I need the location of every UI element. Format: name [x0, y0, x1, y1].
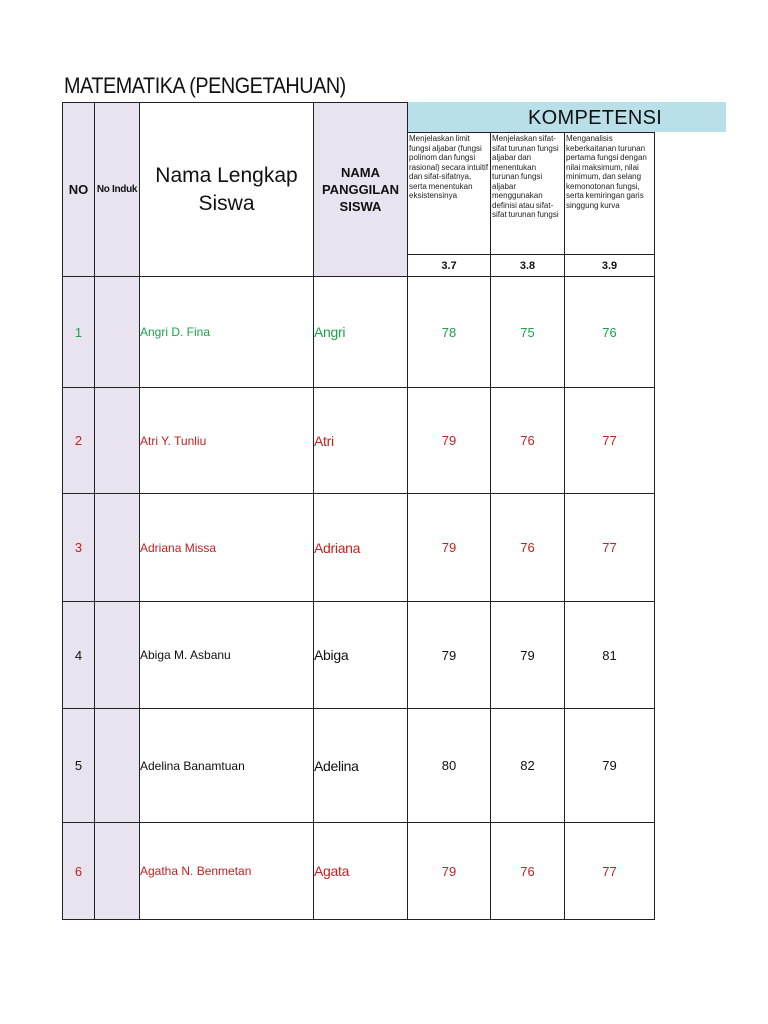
header-nama-panggilan: NAMA PANGGILAN SISWA: [314, 103, 408, 277]
table-row: [63, 494, 655, 602]
score-3-7: 79: [408, 602, 491, 709]
row-number: 4: [63, 602, 95, 709]
row-no-induk: [95, 823, 140, 920]
competency-code: 3.7: [408, 255, 491, 277]
table-row: [63, 709, 655, 823]
score-3-8: 82: [491, 709, 565, 823]
student-full-name: Agatha N. Benmetan: [140, 823, 314, 920]
student-nickname: Adriana: [314, 494, 408, 602]
header-no-induk: No Induk: [95, 103, 140, 277]
score-3-8: 75: [491, 277, 565, 388]
competency-description: Menjelaskan limit fungsi aljabar (fungsi polinom dan fungsi rasional) secara intuitif dan sifat-sifatnya, serta menentukan eksistensinya: [408, 133, 491, 255]
student-nickname: Abiga: [314, 602, 408, 709]
row-number: 1: [63, 277, 95, 388]
student-nickname: Adelina: [314, 709, 408, 823]
score-3-7: 80: [408, 709, 491, 823]
student-full-name: Angri D. Fina: [140, 277, 314, 388]
header-no: NO: [63, 103, 95, 277]
competency-code: 3.8: [491, 255, 565, 277]
grades-table: [62, 102, 655, 920]
score-3-8: 76: [491, 823, 565, 920]
row-number: 6: [63, 823, 95, 920]
row-no-induk: [95, 494, 140, 602]
student-nickname: Agata: [314, 823, 408, 920]
score-3-9: 76: [565, 277, 655, 388]
score-3-9: 81: [565, 602, 655, 709]
score-3-9: 77: [565, 388, 655, 494]
table-row: [63, 388, 655, 494]
score-3-8: 76: [491, 494, 565, 602]
row-no-induk: [95, 277, 140, 388]
score-3-7: 79: [408, 388, 491, 494]
row-no-induk: [95, 388, 140, 494]
score-3-7: 79: [408, 494, 491, 602]
student-full-name: Abiga M. Asbanu: [140, 602, 314, 709]
competency-code: 3.9: [565, 255, 655, 277]
table-row: [63, 602, 655, 709]
row-number: 3: [63, 494, 95, 602]
score-3-9: 79: [565, 709, 655, 823]
student-full-name: Adelina Banamtuan: [140, 709, 314, 823]
table-row: [63, 823, 655, 920]
competency-description: Menjelaskan sifat-sifat turunan fungsi aljabar dan menentukan turunan fungsi aljabar menggunakan definisi atau sifat-sifat turunan fungsi: [491, 133, 565, 255]
table-row: [63, 277, 655, 388]
student-nickname: Angri: [314, 277, 408, 388]
score-3-9: 77: [565, 494, 655, 602]
row-number: 5: [63, 709, 95, 823]
kompetensi-header: KOMPETENSI: [407, 102, 726, 132]
row-no-induk: [95, 709, 140, 823]
score-3-9: 77: [565, 823, 655, 920]
score-3-8: 76: [491, 388, 565, 494]
score-3-7: 78: [408, 277, 491, 388]
header-nama-lengkap: Nama Lengkap Siswa: [140, 103, 314, 277]
score-3-8: 79: [491, 602, 565, 709]
student-full-name: Atri Y. Tunliu: [140, 388, 314, 494]
competency-description: Menganalisis keberkaitanan turunan pertama fungsi dengan nilai maksimum, nilai minimum, dan selang kemonotonan fungsi, serta kemiringan garis singgung kurva: [565, 133, 655, 255]
student-full-name: Adriana Missa: [140, 494, 314, 602]
student-nickname: Atri: [314, 388, 408, 494]
page-title: MATEMATIKA (PENGETAHUAN): [64, 73, 346, 98]
score-3-7: 79: [408, 823, 491, 920]
row-no-induk: [95, 602, 140, 709]
row-number: 2: [63, 388, 95, 494]
